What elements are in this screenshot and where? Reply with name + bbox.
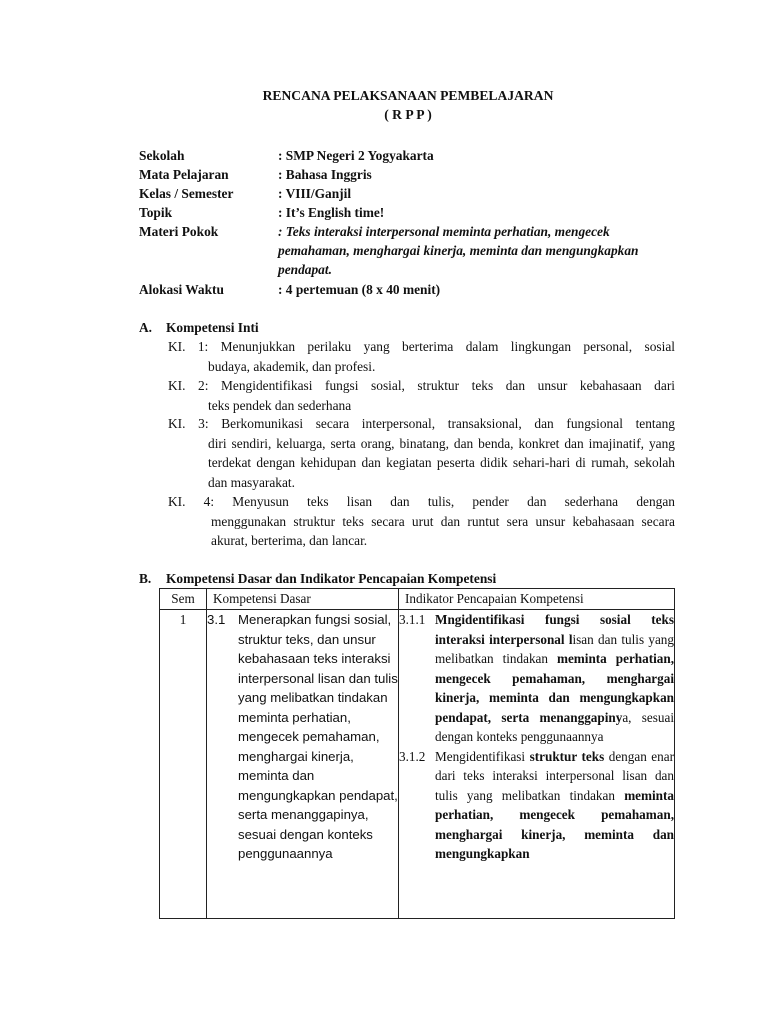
ki-1-line1: KI. 1: Menunjukkan perilaku yang berterima dalam lingkungan personal, sosial: [168, 339, 675, 354]
sekolah-label: Sekolah: [139, 148, 185, 163]
kelas-value: : VIII/Ganjil: [278, 186, 352, 201]
header-sem: Sem: [160, 589, 207, 610]
ki-1-cont: budaya, akademik, dan profesi.: [208, 358, 376, 374]
mapel-value: : Bahasa Inggris: [278, 167, 372, 182]
indikator-plain-text: Mengidentifikasi: [435, 748, 530, 764]
ki-3-cont: diri sendiri, keluarga, serta orang, binatang, dan benda, konkret dan imajinatif, yang terdekat dengan kehidupan dan kegiatan peserta didik sehari-hari di rumah, sekolah dan masyarakat.: [208, 435, 675, 490]
alokasi-value: : 4 pertemuan (8 x 40 menit): [278, 282, 441, 297]
topik-value: : It’s English time!: [278, 205, 385, 220]
indikator-bold-text: meminta perhatian, mengecek pemahaman, menghargai kinerja, meminta dan mengungkapkan: [435, 787, 674, 861]
kd-text: Menerapkan fungsi sosial, struktur teks, dan unsur kebahasaan teks interaksi interpersonal lisan dan tulis yang melibatkan tindakan meminta perhatian, mengecek pemahaman, menghargai kinerja, meminta dan mengungkapkan pendapat, serta menanggapinya, sesuai dengan konteks penggunaannya: [238, 612, 398, 862]
indikator-number: 3.1.2: [399, 748, 426, 764]
indikator-bold-text: struktur teks: [529, 748, 605, 764]
ki-2-line1: KI. 2: Mengidentifikasi fungsi sosial, struktur teks dan unsur kebahasaan dari: [168, 378, 675, 393]
section-b-letter: B.: [139, 571, 152, 586]
kd-number: 3.1: [207, 612, 226, 627]
ki-4-line1: KI. 4: Menyusun teks lisan dan tulis, pender dan sederhana dengan: [168, 494, 675, 509]
header-indikator: Indikator Pencapaian Kompetensi: [399, 589, 675, 610]
section-a-letter: A.: [139, 320, 153, 335]
ki-2: [168, 376, 675, 415]
ki-1: [168, 337, 675, 376]
topik-label: Topik: [139, 205, 173, 220]
section-b-title: Kompetensi Dasar dan Indikator Pencapaian Kompetensi: [166, 571, 497, 586]
sekolah-value: : SMP Negeri 2 Yogyakarta: [278, 148, 434, 163]
indikator-3-1-1: [399, 610, 674, 747]
table-header-row: [160, 589, 675, 610]
document-title: RENCANA PELAKSANAAN PEMBELAJARAN: [262, 88, 554, 103]
materi-value: : Teks interaksi interpersonal meminta perhatian, mengecek pemahaman, menghargai kinerja, meminta dan mengungkapkan pendapat.: [278, 224, 639, 277]
sem-value: 1: [160, 610, 207, 919]
ki-2-cont: teks pendek dan sederhana: [208, 397, 352, 413]
ki-3-line1: KI. 3: Berkomunikasi secara interpersonal, transaksional, dan fungsional tentang: [168, 416, 675, 431]
indikator-number: 3.1.1: [399, 612, 426, 627]
indikator-plain-text: a, sesuai dengan konteks penggunaannya: [435, 709, 674, 744]
section-a-heading: [139, 318, 259, 337]
kelas-label: Kelas / Semester: [139, 186, 234, 201]
mapel-label: Mata Pelajaran: [139, 167, 229, 182]
table-row: [160, 610, 675, 919]
alokasi-label: Alokasi Waktu: [139, 282, 224, 297]
kompetensi-table: [159, 588, 675, 919]
ki-4-cont: menggunakan struktur teks secara urut dan runtut sera unsur kebahasaan secara akurat, berterima, dan lancar.: [211, 513, 675, 548]
materi-label: Materi Pokok: [139, 224, 219, 239]
indikator-plain-text: dengan enar dari teks interaksi interpersonal lisan dan tulis yang melibatkan tindakan: [435, 748, 674, 803]
indikator-text: [435, 747, 674, 864]
kd-cell: [207, 610, 399, 919]
document-subtitle: ( R P P ): [384, 107, 432, 122]
ki-3: [168, 414, 675, 492]
header-kompetensi-dasar: Kompetensi Dasar: [207, 589, 399, 610]
indikator-cell: [399, 610, 675, 919]
section-a-title: Kompetensi Inti: [166, 320, 259, 335]
indikator-text: [435, 610, 674, 747]
indikator-3-1-2: [399, 747, 674, 864]
ki-4: [168, 492, 675, 551]
indikator-bold-text: Mngidentifikasi fungsi sosial teks interaksi interpersonal l: [435, 612, 674, 647]
section-b-heading: [139, 569, 496, 588]
indikator-plain-text: isan dan tulis yang melibatkan tindakan: [435, 631, 674, 666]
indikator-bold-text: meminta perhatian, mengecek pemahaman, menghargai kinerja, meminta dan mengungkapkan pendapat, serta menanggapiny: [435, 651, 675, 725]
